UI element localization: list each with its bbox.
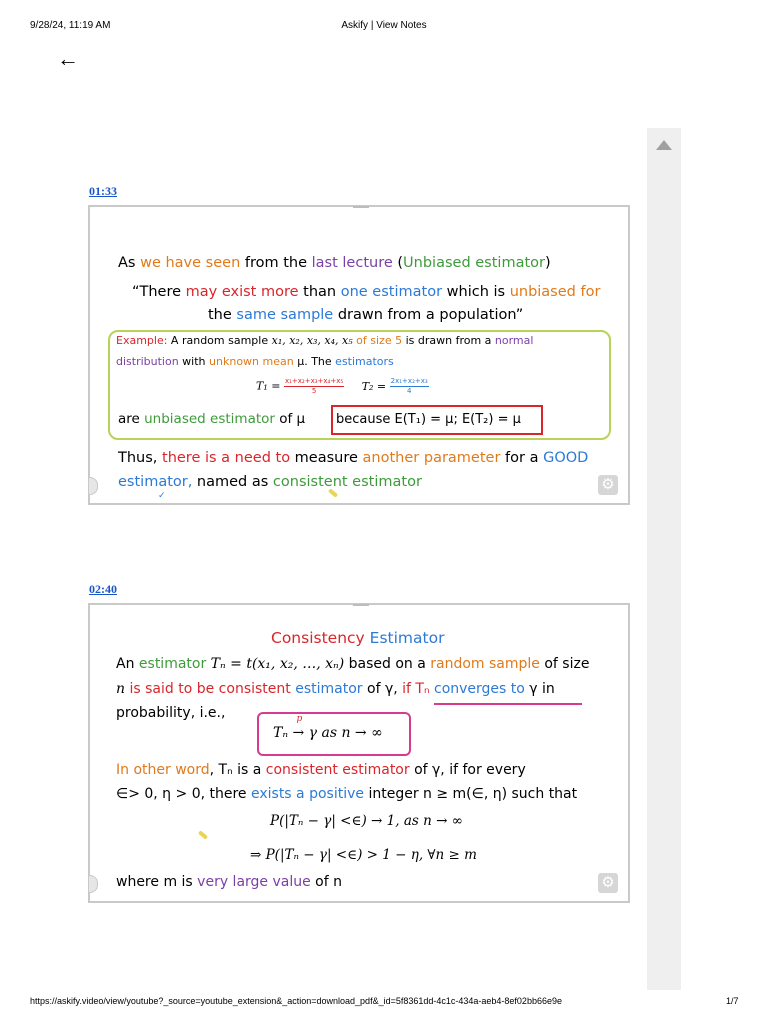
example-line: Example: A random sample x₁, x₂, x₃, x₄, x₅ of size 5 is drawn from a normal	[116, 334, 534, 347]
slide-title: Consistency Estimator	[271, 629, 445, 647]
slide-image	[88, 603, 630, 903]
underline-mark	[434, 703, 582, 705]
pointer-cursor-icon	[198, 830, 208, 839]
slide-image	[88, 205, 630, 505]
print-title: Askify | View Notes	[341, 20, 427, 31]
timestamp-link[interactable]: 01:33	[89, 184, 117, 198]
scrollbar[interactable]	[647, 128, 681, 990]
slide-line: An estimator Tₙ = t(x₁, x₂, …, xₙ) based on a random sample of size	[116, 656, 590, 672]
back-arrow-icon[interactable]: ←	[57, 46, 79, 71]
scroll-up-arrow-icon[interactable]	[656, 140, 672, 150]
slide-side-tab[interactable]	[89, 875, 98, 893]
slide-line: “There may exist more than one estimator which is unbiased for	[132, 284, 601, 300]
check-mark-icon: ✓	[158, 491, 166, 501]
slide-handle	[353, 604, 369, 606]
slide-handle	[353, 206, 369, 208]
slide-line: probability, i.e.,	[116, 705, 226, 721]
estimator-formulas: T₁ = $\frac{\text{x₁+x₂+x₃+x₄+x₅}}{5} T_2$ = $\frac{\text{2x₁+x₂+x₃}}{4}$	[256, 377, 428, 395]
probability-bound: ⇒ P(|Tₙ − γ| <∈) > 1 − η, ∀n ≥ m	[250, 847, 477, 863]
page-number: 1/7	[726, 996, 739, 1006]
print-url: https://askify.video/view/youtube?_source=youtube_extension&_action=download_pdf&_id=5f8361dd-4c1c-434a-aeb4-8ef02bb66e9e	[30, 996, 562, 1006]
slide-line: where m is very large value of n	[116, 874, 343, 890]
probability-limit: P(|Tₙ − γ| <∈) → 1, as n → ∞	[270, 813, 463, 829]
timestamp-link[interactable]: 02:40	[89, 582, 117, 596]
convergence-formula: Tₙ p → γ as n → ∞	[273, 714, 383, 741]
slide-side-tab[interactable]	[89, 477, 98, 495]
because-text: because E(T₁) = μ; E(T₂) = μ	[336, 412, 521, 427]
example-line: distribution with unknown mean μ. The estimators	[116, 355, 394, 368]
slide-line: As we have seen from the last lecture (Unbiased estimator)	[118, 255, 551, 271]
gear-icon[interactable]: ⚙	[598, 873, 618, 893]
slide-line: ∈> 0, η > 0, there exists a positive integer n ≥ m(∈, η) such that	[116, 786, 578, 802]
slide-line: the same sample drawn from a population”	[208, 307, 524, 323]
slide-line: estimator, named as consistent estimator	[118, 474, 422, 490]
slide-line: Thus, there is a need to measure another parameter for a GOOD	[118, 450, 589, 466]
slide-line: In other word, Tₙ is a consistent estimator of γ, if for every	[116, 762, 526, 778]
slide-line: n is said to be consistent estimator of γ, if Tₙ converges to γ in	[116, 681, 555, 697]
gear-icon[interactable]: ⚙	[598, 475, 618, 495]
print-datetime: 9/28/24, 11:19 AM	[30, 20, 111, 31]
slide-line: are unbiased estimator of μ	[118, 411, 306, 427]
